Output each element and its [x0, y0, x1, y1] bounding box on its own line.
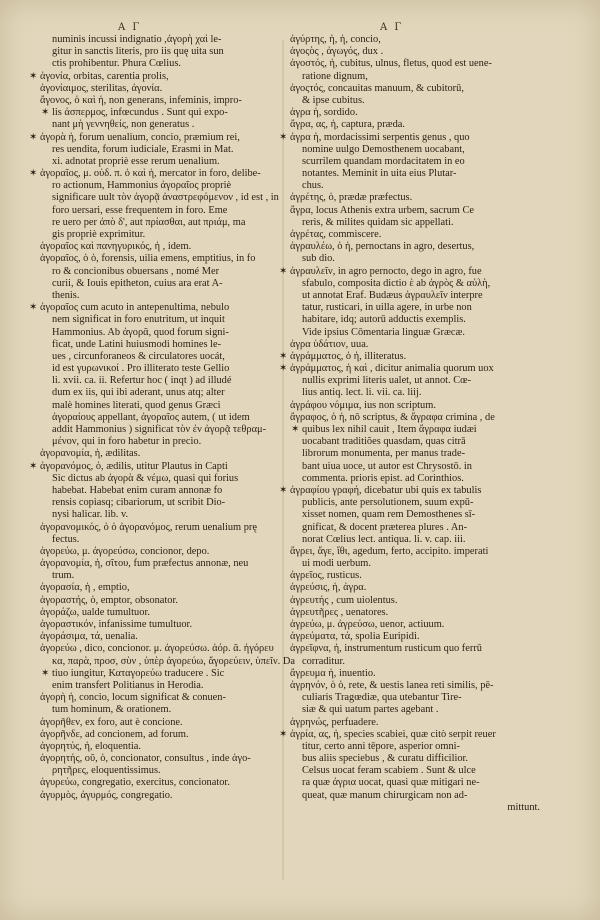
line-text: ἀγοραῖος καὶ πανηγυρικός, ἡ , idem.	[40, 241, 192, 253]
entry-text-line	[290, 461, 540, 473]
line-text: nullis exprimi literis ualet, ut annot. Cœ-	[302, 375, 472, 387]
entry-headword-line	[290, 680, 540, 692]
entry-text-line	[290, 375, 540, 387]
entry-headword-line	[279, 484, 540, 497]
line-text: ἀγρία, ας, ἡ, species scabiei, quæ citò serpit reuer	[290, 728, 496, 740]
line-text: li. xvii. ca. ii. Refertur hoc ( inqt ) ad illudé	[52, 375, 232, 387]
line-text: ἀγραυλεῖν, in agro pernocto, dego in agro, fue	[290, 265, 482, 277]
line-text: ἀγορεύω , dico, concionor. μ. ἀγορεύσω. ἀόρ. ᾶ. ἠγόρευ	[40, 643, 274, 655]
line-text: rensis copiasq; cibariorum, ut scribit Dio-	[52, 497, 226, 509]
entry-headword-line	[40, 558, 290, 570]
line-text: ἀγορητύς, ἡ, eloquentia.	[40, 740, 141, 752]
line-text: ἄγραφος, ὁ ἡ, nō scriptus, & ἄγραφα crimina , de	[290, 411, 495, 423]
entry-text-line	[290, 71, 540, 83]
line-text: ἀγρεῖφνα, ἡ, instrumentum rusticum quo ferrū	[290, 643, 482, 655]
line-text: ratione dignum,	[302, 70, 368, 82]
asterisk-marker-icon: ✶	[279, 131, 288, 143]
line-text: ut annotat Eraf. Budæus ἀγραυλεῖν interpre	[302, 289, 483, 301]
entry-text-line	[290, 327, 540, 339]
line-text: gitur in sanctis literis, pro iis quę uita sun	[52, 46, 224, 58]
line-text: ἀγοραῖος, μ. οὐδ. π. ὁ καὶ ἡ, mercator in foro, delibe-	[40, 168, 261, 180]
line-text: ἀγοράσιμα, τά, uenalia.	[40, 631, 138, 643]
line-text: ἀγορανομία, ἡ, ædilitas.	[40, 448, 141, 460]
line-text: trum.	[52, 570, 75, 582]
entry-headword-line	[290, 229, 540, 241]
line-text: culiaris Tragœdiæ, qua utebantur Tire-	[302, 692, 462, 704]
entry-headword-line	[290, 619, 540, 631]
entry-text-line	[290, 387, 540, 399]
line-text: siæ & qui uatum partes agebant .	[302, 704, 439, 716]
entry-text-line	[290, 424, 540, 436]
line-text: ἄγρευμα ἡ, inuentio.	[290, 667, 376, 679]
entry-text-line	[40, 34, 290, 46]
line-text: ro & concionibus obuersans , nomé Mer	[52, 265, 220, 277]
entry-text-line	[40, 534, 290, 546]
entry-text-line	[40, 387, 290, 399]
line-text: enim transfert Politianus in Herodia.	[52, 679, 204, 691]
line-text: ἀγρεῖος, rusticus.	[290, 570, 362, 582]
line-text: gis propriè exprimitur.	[52, 229, 146, 240]
line-text: sfabulo, composita dictio ὲ ab ἀγρὸς & αὐλὴ,	[302, 277, 491, 289]
line-text: ἀγορανόμος, ὁ, ædilis, utitur Plautus in Capti	[40, 460, 228, 472]
entry-text-line	[40, 290, 290, 302]
line-text: ro actionum, Hammonius ἀγοραῖος propriè	[52, 180, 232, 192]
line-text: nomine uulgo Demosthenem uocabant,	[302, 143, 465, 155]
entry-text-line	[40, 266, 290, 278]
entry-text-line	[290, 217, 540, 229]
entry-text-line	[40, 570, 290, 582]
entry-headword-line	[290, 46, 540, 58]
entry-headword-line	[290, 192, 540, 204]
asterisk-marker-icon: ✶	[29, 302, 38, 314]
line-text: ctis prohibentur. Phura Cœlius.	[52, 58, 182, 70]
running-head-left: A Γ	[118, 22, 142, 33]
line-text: ἀγυρμὸς, ἀγυρμός, congregatio.	[40, 789, 173, 801]
line-text: ἀγορῆθεν, ex foro, aut è concione.	[40, 716, 183, 728]
entry-headword-line	[40, 546, 290, 558]
entry-headword-line	[40, 95, 290, 107]
line-text: κα, παρὰ, προσ, σὺν , ὑπὲρ ἀγορεύω, ἄγορεύειν, ὑπεῖν. Da	[52, 655, 295, 667]
line-text: corraditur.	[302, 655, 345, 667]
line-text: addit Hammonius ) significat τὸν ἐν ἀγορᾷ τεθραμ-	[52, 424, 267, 435]
line-text: tiuo iungitur, Καταγορεύω traducere . Sic	[52, 667, 225, 679]
asterisk-marker-icon: ✶	[29, 168, 38, 180]
entry-text-line	[40, 351, 290, 363]
entry-text-line	[40, 119, 290, 131]
asterisk-marker-icon: ✶	[291, 424, 300, 435]
line-text: tum hominum, & orationem.	[52, 704, 172, 716]
line-text: ra quæ ἀγρια uocat, quasi quæ mitigari ne-	[302, 777, 480, 789]
line-text: ἄγρει, ἄγε, ἴθι, agedum, ferto, accipito. imperati	[290, 545, 489, 557]
entry-text-line	[40, 205, 290, 217]
line-text: sub dio.	[302, 253, 335, 265]
line-text: Vide ipsius Cōmentaria linguæ Græcæ.	[302, 326, 466, 338]
entry-text-line	[40, 424, 290, 436]
entry-text-line	[290, 278, 540, 290]
entry-text-line	[290, 314, 540, 326]
line-text: ἀγραυλέω, ὁ ἡ, pernoctans in agro, desertus,	[290, 241, 475, 253]
entry-headword-line	[40, 582, 290, 594]
entry-headword-line	[290, 412, 540, 424]
entry-text-line	[290, 473, 540, 485]
line-text: ἀγορητής, οῦ, ὁ, concionator, consultus , inde ἀγο-	[40, 753, 251, 765]
entry-headword-line	[40, 619, 290, 631]
line-text: ui modi uerbum.	[302, 558, 371, 570]
entry-text-line	[40, 180, 290, 192]
line-text: μένον, qui in foro habetur in precio.	[52, 436, 202, 448]
line-text: thenis.	[52, 289, 80, 301]
line-text: ἀγρευτῆρες , uenatores.	[290, 606, 389, 618]
line-text: foro uersari, esse frequentem in foro. Eme	[52, 204, 228, 216]
entry-headword-line	[40, 790, 290, 802]
entry-headword-line	[290, 570, 540, 582]
entry-text-line	[40, 765, 290, 777]
entry-text-line	[290, 436, 540, 448]
line-text: norat Cœlius lect. antiqua. li. v. cap. iii.	[302, 533, 466, 545]
line-text: lis ἀσπερμος, infœcundus . Sunt qui expo-	[52, 107, 228, 119]
entry-text-line	[40, 192, 290, 204]
asterisk-marker-icon: ✶	[279, 350, 288, 362]
line-text: significare uult τὸν ἀγορᾷ ἀναστρεφόμενον , id est , in	[52, 192, 279, 204]
line-text: ἀγοςὸς , ἀγωγός, dux .	[290, 46, 384, 58]
asterisk-marker-icon: ✶	[29, 70, 38, 82]
line-text: ἀγορασία, ἡ , emptio,	[40, 582, 130, 594]
line-text: mittunt.	[507, 801, 540, 813]
line-text: nem significat in foro enutritum, ut inquit	[52, 314, 225, 326]
entry-text-line	[40, 278, 290, 290]
line-text: librorum monumenta, per manus trade-	[302, 448, 466, 460]
entry-text-line	[290, 753, 540, 765]
line-text: scurrilem quandam mordacitatem in eo	[302, 155, 465, 167]
line-text: ἄγρα, locus Athenis extra urbem, sacrum Ce	[290, 204, 474, 216]
entry-text-line	[40, 46, 290, 58]
line-text: malè homines literati, quod genus Græci	[52, 399, 221, 411]
entry-headword-line	[290, 595, 540, 607]
entry-text-line	[290, 302, 540, 314]
entry-text-line	[40, 107, 290, 119]
line-text: ἀγοςτός, concauitas manuum, & cubitorū,	[290, 82, 464, 94]
entry-text-line	[290, 95, 540, 107]
entry-text-line	[290, 692, 540, 704]
entry-text-line	[290, 765, 540, 777]
entry-text-line	[40, 339, 290, 351]
line-text: curii, & Iouis epitheton, cuius ara erat A-	[52, 277, 223, 289]
entry-headword-line	[290, 643, 540, 655]
entry-text-line	[40, 509, 290, 521]
entry-text-line	[40, 217, 290, 229]
line-text: quibus lex nihil cauit , Item ἄγραφα iudæi	[302, 424, 477, 435]
asterisk-marker-icon: ✶	[29, 131, 38, 143]
entry-headword-line	[290, 83, 540, 95]
entry-text-line	[290, 509, 540, 521]
entry-text-line	[40, 412, 290, 424]
entry-headword-line	[29, 131, 290, 144]
line-text: tatur, rusticari, in uilla agere, in urbe non	[302, 302, 472, 314]
entry-text-line	[40, 473, 290, 485]
line-text: fectus.	[52, 533, 80, 545]
entry-text-line	[40, 485, 290, 497]
line-text: res uendita, forum iudiciale, Erasmi in Mat.	[52, 143, 234, 155]
entry-text-line	[40, 400, 290, 412]
entry-text-line	[290, 497, 540, 509]
line-text: queat, quæ manum chirurgicam non ad-	[302, 789, 468, 801]
entry-text-line	[290, 790, 540, 802]
entry-headword-line	[290, 241, 540, 253]
line-text: ἀγραφίου γραφή, dicebatur ubi quis ex tabulis	[290, 484, 482, 496]
line-text: ἀγοραστής, ὁ, emptor, obsonator.	[40, 594, 178, 606]
entry-text-line	[40, 655, 295, 668]
entry-headword-line	[290, 34, 540, 46]
entry-headword-line	[40, 729, 290, 741]
entry-headword-line	[40, 741, 290, 753]
entry-text-line	[290, 802, 540, 814]
line-text: reris, & milites quidam sic appellati.	[302, 216, 454, 228]
line-text: ἀγρηνόν, ὁ ὁ, rete, & uestis lanea reti similis, pē-	[290, 679, 494, 691]
entry-headword-line	[40, 241, 290, 253]
line-text: ἀγράμματος, ὁ ἡ, illiteratus.	[290, 350, 407, 362]
entry-text-line	[290, 558, 540, 570]
entry-text-line	[40, 668, 290, 680]
line-text: ἀγράφου νόμιμα, ius non scriptum.	[290, 399, 436, 411]
line-text: commenta. prioris epist. ad Corinthios.	[302, 472, 464, 484]
line-text: ἄγονος, ὁ καὶ ἡ, non generans, infeminis, impro-	[40, 94, 242, 106]
line-text: xi. adnotat propriè esse rerum uenalium.	[52, 155, 220, 167]
asterisk-marker-icon: ✶	[279, 728, 288, 740]
line-text: publicis, ante persolutionem, suum expū-	[302, 497, 474, 509]
line-text: Celsus uocat feram scabiem . Sunt & ulce	[302, 765, 476, 777]
entry-text-line	[290, 522, 540, 534]
entry-headword-line	[40, 692, 290, 704]
entry-text-line	[40, 436, 290, 448]
line-text: xisset nomen, quam rem Demosthenes sī-	[302, 509, 476, 521]
line-text: ἀγρα ἡ, mordacissimi serpentis genus , quo	[290, 131, 470, 143]
line-text: ἀγονία, orbitas, carentia prolis,	[40, 70, 169, 82]
line-text: ἀγρεύματα, τά, spolia Euripidi.	[290, 631, 420, 643]
entry-headword-line	[29, 460, 290, 473]
entry-headword-line	[40, 607, 290, 619]
asterisk-marker-icon: ✶	[41, 667, 50, 679]
line-text: ἀγοραῖος, ὁ ὁ, forensis, uilia emens, emptitius, in fo	[40, 253, 256, 265]
line-text: ἀγοραίους appellant, ἀγοραῖος autem, ( ut idem	[52, 411, 250, 423]
entry-headword-line	[279, 131, 540, 144]
line-text: ficat, unde Latini huiusmodi homines le-	[52, 338, 222, 350]
line-text: ἀγονίαιμος, sterilitas, ἀγονία.	[40, 82, 163, 94]
line-text: ἀγρηνώς, perfuadere.	[290, 716, 379, 728]
entry-text-line	[40, 497, 290, 509]
entry-headword-line	[29, 168, 290, 180]
line-text: ἀγρα ἡ, sordido.	[290, 107, 358, 119]
line-text: ἀγράμματος, ἡ καὶ , dicitur animalia quorum uox	[290, 363, 494, 375]
entry-headword-line	[290, 107, 540, 119]
entry-text-line	[290, 180, 540, 192]
entry-headword-line	[279, 265, 540, 278]
line-text: ἀγρεύω, μ. ἀγρεύσω, uenor, actiuum.	[290, 619, 445, 630]
line-text: numinis incussi indignatio ,ἀγορὴ χαὶ le-	[52, 34, 222, 45]
entry-text-line	[290, 448, 540, 460]
asterisk-marker-icon: ✶	[279, 484, 288, 496]
entry-headword-line	[40, 643, 290, 655]
line-text: ἀγρέτης, ὁ, prædæ præfectus.	[290, 192, 413, 204]
entry-headword-line	[279, 363, 540, 375]
entry-headword-line	[290, 668, 540, 680]
line-text: ἀγοραστικόν, infanissime tumultuor.	[40, 619, 193, 630]
line-text: ἀγορεύω, μ. ἀγορεύσω, concionor, depo.	[40, 545, 210, 557]
entry-headword-line	[290, 339, 540, 351]
entry-headword-line	[40, 595, 290, 607]
entry-headword-line	[40, 717, 290, 729]
entry-headword-line	[40, 83, 290, 95]
entry-text-line	[40, 327, 290, 339]
entry-text-line	[290, 777, 540, 789]
line-text: id est γυρωνικοί . Pro illiterato teste Gellio	[52, 363, 230, 375]
right-text-column	[279, 34, 540, 814]
entry-text-line	[290, 741, 540, 753]
left-text-column	[29, 34, 295, 802]
entry-text-line	[40, 229, 290, 241]
line-text: notantes. Meminit in uita eius Plutar-	[302, 168, 457, 180]
line-text: ues , circunforaneos & circulatores uocát,	[52, 350, 225, 362]
line-text: ἀγρέτας, commiscere.	[290, 229, 382, 240]
entry-headword-line	[40, 631, 290, 643]
line-text: ἀγορὴ ἡ, concio, locum significat & conuen-	[40, 692, 226, 704]
asterisk-marker-icon: ✶	[279, 265, 288, 277]
asterisk-marker-icon: ✶	[279, 363, 288, 375]
line-text: ἀγρεύσις, ἡ, ἀγρα.	[290, 582, 367, 594]
entry-headword-line	[290, 400, 540, 412]
line-text: chus.	[302, 180, 324, 192]
line-text: Sic dictus ab ἀγορὰ & νέμω, quasi qui forius	[52, 472, 239, 484]
entry-headword-line	[40, 522, 290, 534]
entry-headword-line	[29, 302, 290, 314]
entry-headword-line	[40, 253, 290, 265]
running-head-right: A Γ	[380, 22, 404, 33]
entry-headword-line	[290, 717, 540, 729]
entry-text-line	[40, 314, 290, 326]
line-text: & ipse cubitus.	[302, 94, 365, 106]
entry-headword-line	[290, 119, 540, 131]
line-text: ἀγρα ὑδάτιον, uua.	[290, 338, 369, 350]
entry-headword-line	[40, 448, 290, 460]
line-text: dum ex iis, qui ibi aderant, unus atq; alter	[52, 387, 225, 399]
line-text: ἀγρευτής , cum uiolentus.	[290, 594, 398, 606]
entry-headword-line	[290, 205, 540, 217]
entry-text-line	[290, 144, 540, 156]
line-text: ἄγρα, ας, ἡ, captura, præda.	[290, 119, 406, 131]
entry-headword-line	[40, 753, 290, 765]
entry-text-line	[40, 363, 290, 375]
line-text: ἀγοραῖος cum acuto in antepenultima, nebulo	[40, 302, 230, 314]
line-text: nant μὴ γεννηθείς, non generatus .	[52, 119, 195, 131]
entry-text-line	[290, 156, 540, 168]
asterisk-marker-icon: ✶	[29, 460, 38, 472]
line-text: ἀγύρτης, ἡ, ἡ, concio,	[290, 34, 381, 45]
entry-text-line	[290, 290, 540, 302]
entry-headword-line	[40, 777, 290, 789]
entry-text-line	[40, 375, 290, 387]
line-text: titur, certo anni tēpore, asperior omni-	[302, 740, 460, 752]
entry-headword-line	[290, 631, 540, 643]
line-text: gnificat, & docent præterea plures . An-	[302, 521, 468, 533]
line-text: ἀγοράζω, ualde tumultuor.	[40, 606, 150, 618]
line-text: habitare, idq; autorū adductis exemplis.	[302, 314, 466, 326]
entry-headword-line	[279, 350, 540, 363]
entry-text-line	[40, 58, 290, 70]
line-text: ἀγυρεύω, congregatio, exercitus, concionator.	[40, 777, 230, 789]
entry-headword-line	[29, 70, 290, 83]
entry-text-line	[40, 704, 290, 716]
entry-headword-line	[290, 58, 540, 70]
line-text: nysi halicar. lib. v.	[52, 509, 129, 521]
entry-text-line	[40, 680, 290, 692]
entry-headword-line	[290, 546, 540, 558]
entry-text-line	[40, 156, 290, 168]
line-text: bus aliis speciebus , & curatu difficilior.	[302, 753, 469, 765]
entry-text-line	[290, 656, 540, 668]
line-text: ἀγορὰ ἡ, forum uenalium, concio, præmium rei,	[40, 131, 240, 143]
entry-text-line	[40, 144, 290, 156]
line-text: ἀγορανομία, ἡ, σῖτου, fum præfectus annonæ, neu	[40, 558, 249, 570]
entry-text-line	[290, 534, 540, 546]
asterisk-marker-icon: ✶	[41, 107, 50, 119]
line-text: re uero per ἀπὸ δ', aut πρίασθαι, aut πριάμ, ma	[52, 216, 246, 228]
entry-headword-line	[290, 582, 540, 594]
entry-headword-line	[290, 607, 540, 619]
entry-headword-line	[279, 728, 540, 741]
entry-text-line	[290, 253, 540, 265]
line-text: ἀγοστός, ἡ, cubitus, ulnus, fletus, quod est uene-	[290, 58, 492, 70]
line-text: ἀγορανομικός, ὁ ὁ ἀγορανόμος, rerum uenalium prę	[40, 521, 257, 533]
entry-text-line	[290, 704, 540, 716]
entry-text-line	[290, 168, 540, 180]
line-text: uocabant traditiões quasdam, quas citrā	[302, 436, 466, 448]
line-text: bant uiua uoce, ut autor est Chrysostō. in	[302, 460, 472, 472]
line-text: ρητῆρες, eloquentissimus.	[52, 765, 161, 777]
line-text: Hammonius. Ab ἀγορᾶ, quod forum signi-	[52, 326, 229, 338]
line-text: lius antiq. lect. li. vii. ca. liij.	[302, 387, 422, 399]
line-text: ἀγορῆνδε, ad concionem, ad forum.	[40, 728, 189, 740]
line-text: habebat. Habebat enim curam annonæ fo	[52, 484, 223, 496]
